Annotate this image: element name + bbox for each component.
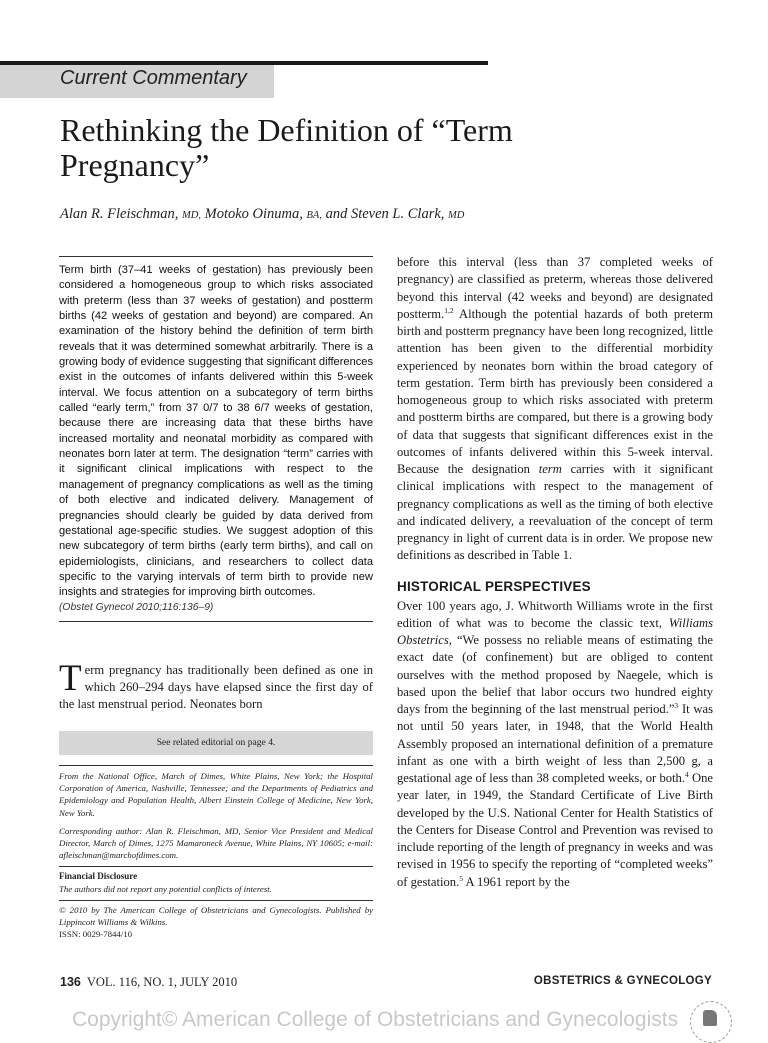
- intro-paragraph: [59, 658, 373, 714]
- body-text: before this interval (less than 37 completed weeks of pregnancy) are classified as preterm, whereas those delivered beyond this interval (42 weeks and beyond) are designated postterm.: [397, 255, 713, 321]
- abstract-text: Term birth (37–41 weeks of gestation) has previously been considered a homogeneous group to which risks associated with preterm (less than 37 weeks of gestation) and postterm births (42 weeks of gestation and beyond) are compared. An examination of the history behind the definition of term birth reveals that it was determined somewhat arbitrarily. There is a growing body of evidence suggesting that significant differences exist in the outcomes of infants delivered within this 5-week interval. We focus attention on a subcategory of term births called “early term,” from 37 0/7 to 38 6/7 weeks of gestation, because there are increasing data that these births have increased mortality and neonatal morbidity as compared with neonates born later at term. The designation “term” carries with it significant clinical implications with respect to the management of pregnancy complications as well as the timing of both elective and indicated delivery. Management of pregnancies should clearly be guided by data derived from gestational age-specific studies. We suggest adoption of this new subcategory of term births (early term births), and call on epidemiologists, clinicians, and researchers to collect data specific to the varying intervals of term birth to provide new insights and strategies for improving birth outcomes.: [59, 264, 373, 599]
- author-name: Motoko Oinuma,: [204, 206, 303, 222]
- affiliation-note: From the National Office, March of Dimes, White Plains, New York; the Hospital Corporation of America, Nashville, Tennessee; and the Departments of Pediatrics and Epidemiology and Population Health, Albert Einstein College of Medicine, New York, New York.: [59, 771, 373, 818]
- issn-note: ISSN: 0029-7844/10: [59, 929, 133, 940]
- body-text: carries with it significant clinical implications with respect to the management of pregnancy complications as well as the timing of both elective and indicated delivery, a reevaluation of the concept of term pregnancy in light of current data is in order. We propose new definitions as described in Table 1.: [397, 462, 713, 563]
- journal-name: OBSTETRICS & GYNECOLOGY: [533, 975, 712, 987]
- footer-left: [60, 975, 237, 990]
- abstract-bottom-rule: [59, 621, 373, 622]
- section-label: Current Commentary: [60, 67, 247, 89]
- author-degree: MD: [448, 210, 465, 221]
- article-notes: [59, 765, 373, 940]
- body-paragraph: [397, 254, 713, 565]
- page-number: 136: [60, 975, 81, 989]
- author-line: [60, 206, 464, 223]
- body-text: “We possess no reliable means of estimating the exact date (of confinement) but are obliged to content ourselves with the method proposed by Naegele, which is based upon the belief that labor occurs two hundred eighty days from the beginning of the last menstrual period.”: [397, 633, 713, 716]
- abstract-citation: (Obstet Gynecol 2010;116:136–9): [59, 601, 214, 613]
- emphasized-term: term: [538, 462, 562, 476]
- notes-top-rule: [59, 765, 373, 766]
- disclosure-text: The authors did not report any potential conflicts of interest.: [59, 883, 272, 894]
- volume-info: VOL. 116, NO. 1, JULY 2010: [86, 975, 238, 989]
- notes-mid-rule: [59, 866, 373, 867]
- intro-text-block: [59, 658, 373, 714]
- right-column: [397, 254, 713, 891]
- reference-marker[interactable]: 3: [674, 700, 679, 710]
- copyright-watermark: Copyright© American College of Obstetricians and Gynecologists: [72, 1008, 679, 1031]
- college-seal-icon: [690, 1001, 732, 1043]
- reference-marker[interactable]: 5: [459, 873, 464, 883]
- copyright-note: © 2010 by The American College of Obstetricians and Gynecologists. Published by Lippincott Williams & Wilkins.: [59, 904, 373, 928]
- body-text: It was not until 50 years later, in 1948, that the World Health Assembly proposed an international definition of a premature infant as one with a birth weight of less than 2,500 g, a gestational age of less than 38 completed weeks, or both.: [397, 702, 713, 785]
- related-editorial-link[interactable]: See related editorial on page 4.: [59, 731, 373, 755]
- reference-marker[interactable]: 4: [685, 769, 689, 779]
- section-heading: HISTORICAL PERSPECTIVES: [397, 578, 591, 594]
- correspondence-note: Corresponding author: Alan R. Fleischman, MD, Senior Vice President and Medical Director, March of Dimes, 1275 Mamaroneck Avenue, White Plains, NY 10605; e-mail: afleischman@marchofdimes.com.: [59, 825, 373, 861]
- body-paragraph: [397, 598, 713, 891]
- body-text: One year later, in 1949, the Standard Certificate of Live Birth developed by the U.S. National Center for Health Statistics of the Centers for Disease Control and Prevention was revised to include reporting of the length of pregnancy in weeks and was revised in 1956 to specify the reporting of “completed weeks” of gestation.: [397, 771, 713, 889]
- body-text: Over 100 years ago, J. Whitworth Williams wrote in the first edition of what was to become the classic text,: [397, 598, 713, 630]
- article-title: Rethinking the Definition of “Term Pregnancy”: [60, 112, 513, 183]
- author-degree: BA,: [306, 210, 322, 221]
- abstract-top-rule: [59, 256, 373, 257]
- drop-cap: T: [59, 658, 82, 699]
- intro-text: erm pregnancy has traditionally been defined as one in which 260–294 days have elapsed since the first day of the last menstrual period. Neonates born: [59, 663, 373, 712]
- author-degree: MD,: [182, 210, 201, 221]
- body-text: Although the potential hazards of both preterm birth and postterm pregnancy have been long recognized, little attention has been given to the differential morbidity experienced by neonates born within the broad category of term gestation. Term birth has previously been considered a homogeneous group to which risks associated with preterm and postterm births are compared, but there is a growing body of data that suggests that significant differences exist in the outcomes of infants delivered within this 5-week interval. Because the designation: [397, 306, 713, 476]
- author-name: and Steven L. Clark,: [325, 206, 445, 222]
- disclosure-heading: Financial Disclosure: [59, 871, 138, 882]
- body-text: A 1961 report by the: [463, 874, 570, 889]
- book-title: Williams Obstetrics,: [397, 615, 713, 647]
- reference-marker[interactable]: 1,2: [444, 305, 454, 315]
- abstract: [59, 256, 373, 628]
- author-name: Alan R. Fleischman,: [60, 206, 179, 222]
- notes-lower-rule: [59, 900, 373, 901]
